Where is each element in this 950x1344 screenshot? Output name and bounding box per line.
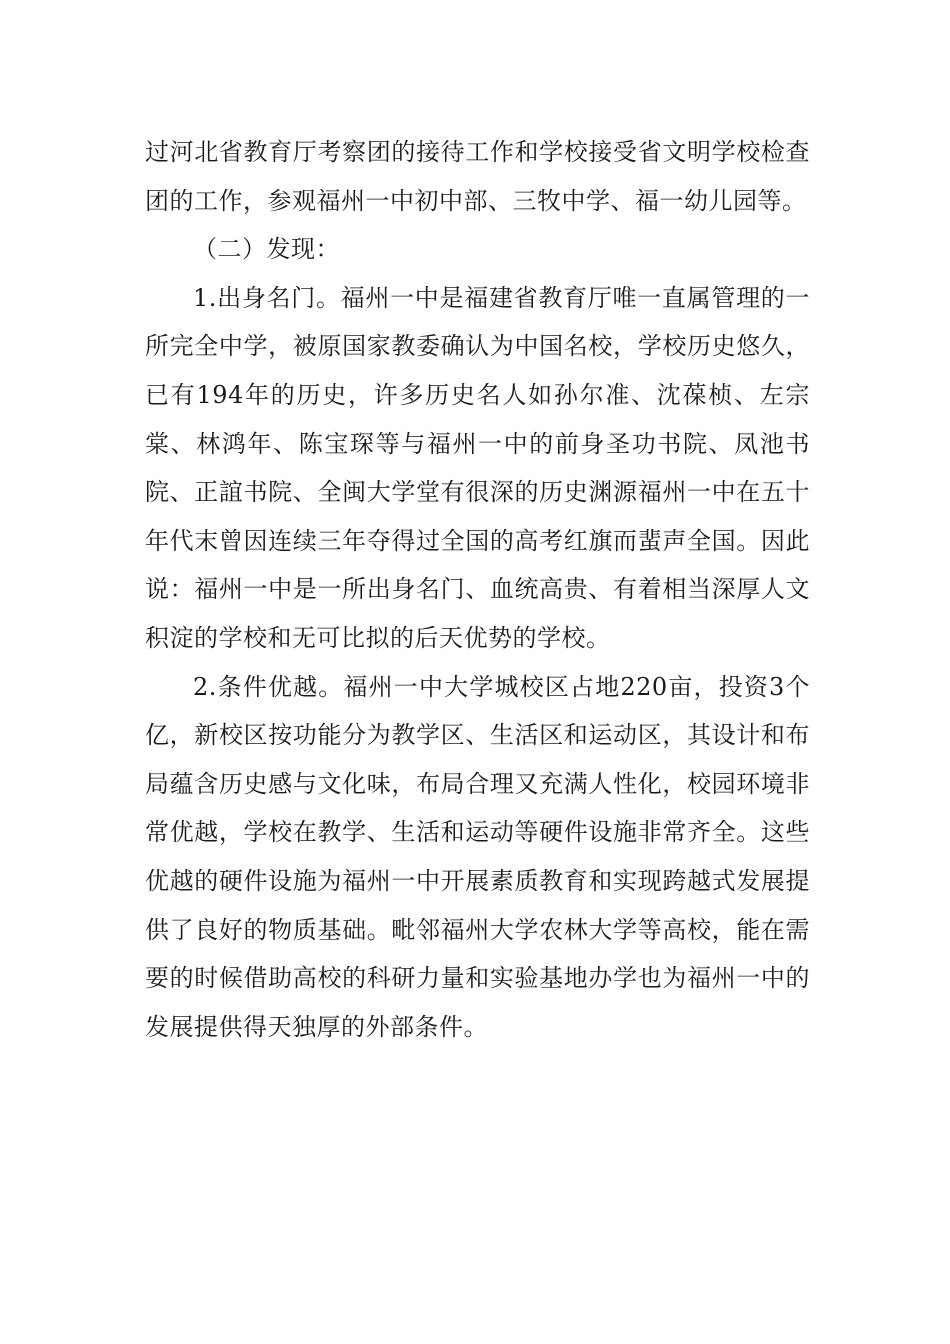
- body-text: [145, 128, 810, 1051]
- paragraph-continuation: 过河北省教育厅考察团的接待工作和学校接受省文明学校检查团的工作，参观福州一中初中部、三牧中学、福一幼儿园等。: [145, 138, 810, 215]
- paragraph-point-1: 1.出身名门。福州一中是福建省教育厅唯一直属管理的一所完全中学，被原国家教委确认为中国名校，学校历史悠久，已有194年的历史，许多历史名人如孙尔准、沈葆桢、左宗棠、林鸿年、陈宝琛等与福州一中的前身圣功书院、凤池书院、正誼书院、全闽大学堂有很深的历史渊源福州一中在五十年代末曾因连续三年夺得过全国的高考红旗而蜚声全国。因此说：福州一中是一所出身名门、血统高贵、有着相当深厚人文积淀的学校和无可比拟的后天优势的学校。: [145, 283, 810, 652]
- section-heading-findings: （二）发现：: [193, 235, 340, 264]
- paragraph-point-2: 2.条件优越。福州一中大学城校区占地220亩，投资3个亿，新校区按功能分为教学区、生活区和运动区，其设计和布局蕴含历史感与文化味，布局合理又充满人性化，校园环境非常优越，学校在教学、生活和运动等硬件设施非常齐全。这些优越的硬件设施为福州一中开展素质教育和实现跨越式发展提供了良好的物质基础。毗邻福州大学农林大学等高校，能在需要的时候借助高校的科研力量和实验基地办学也为福州一中的发展提供得天独厚的外部条件。: [145, 672, 810, 1041]
